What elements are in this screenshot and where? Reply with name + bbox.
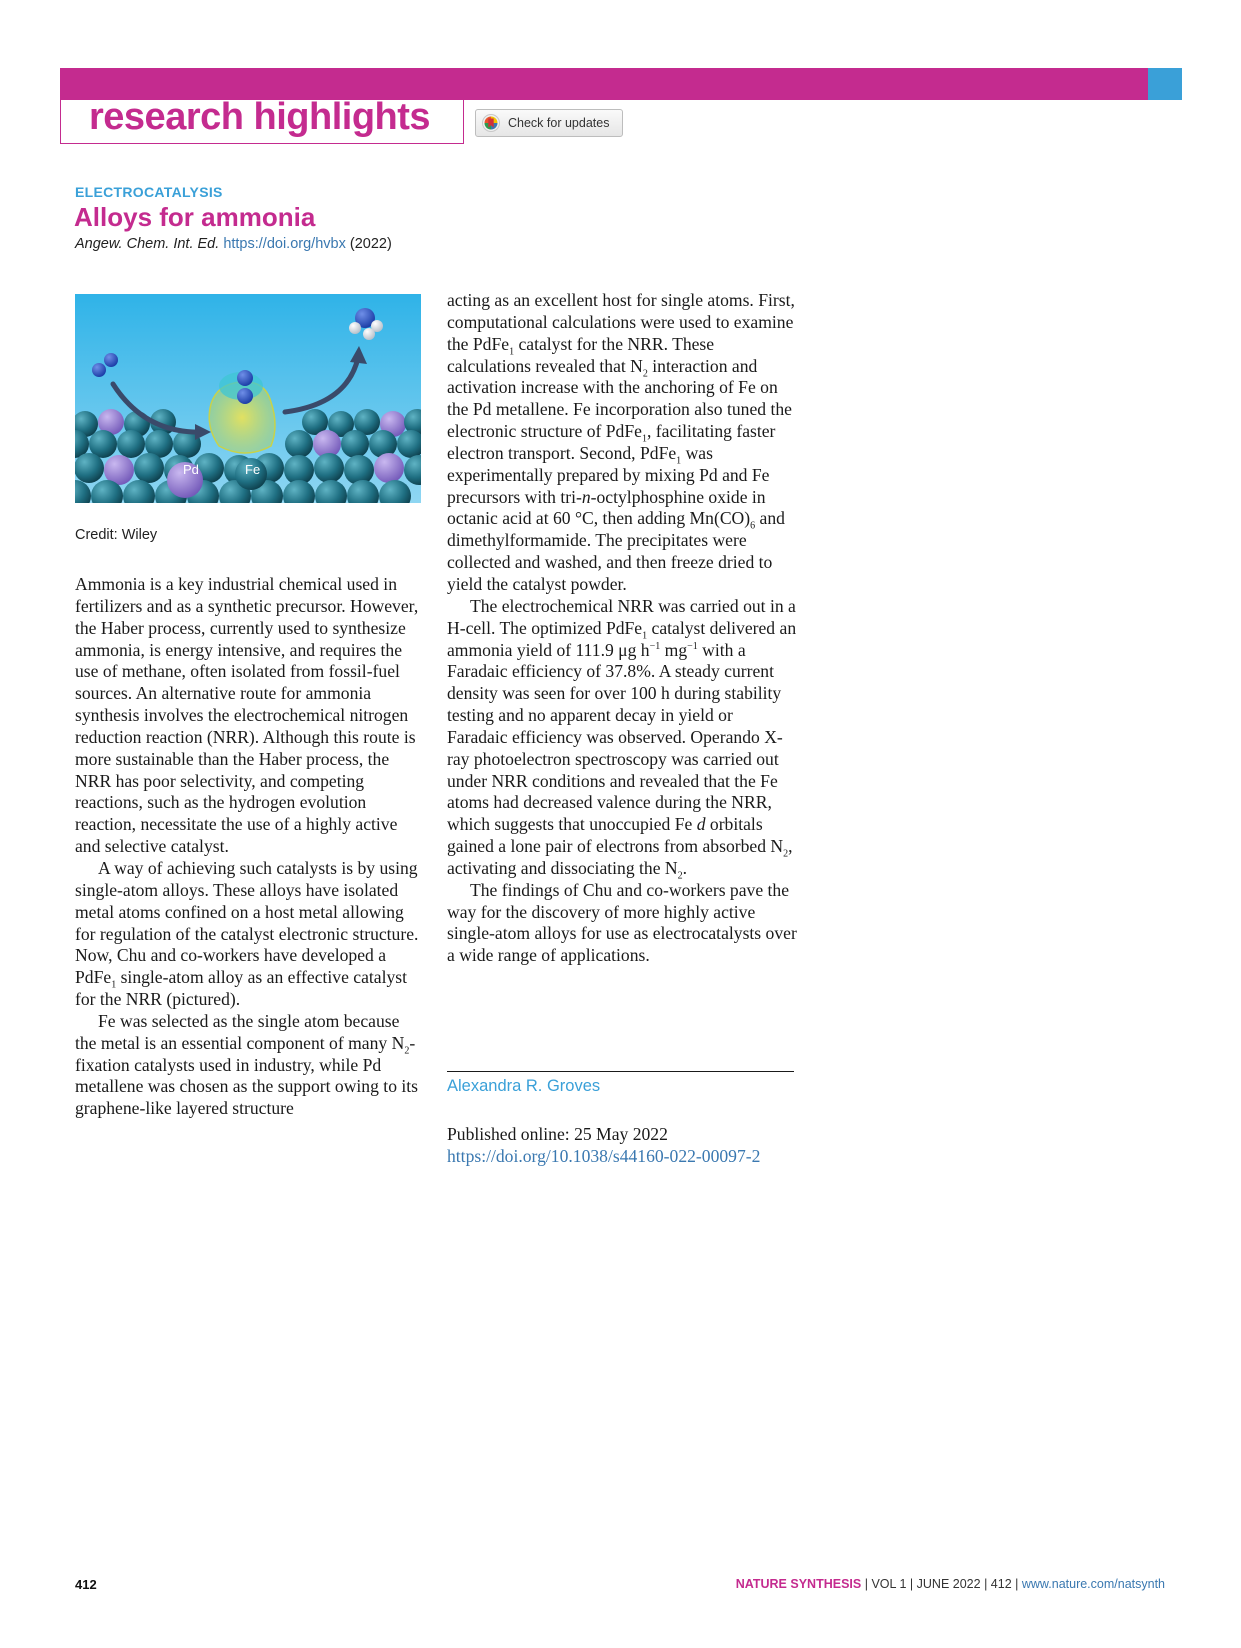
publication-info	[447, 1124, 760, 1168]
section-title: research highlights	[89, 96, 431, 138]
body-paragraph: acting as an excellent host for single atoms. First, computational calculations were used to examine the PdFe$_1$ catalyst for the NRR. These calculations revealed that $N_2$ interaction and activation increase with the anchoring of Fe on the Pd metallene. Fe incorporation also tuned the electronic structure of PdFe$_1$, facilitating faster electron transport. Second, PdFe$_1$ was experimentally prepared by mixing Pd and Fe precursors with tri-n-octylphosphine oxide in octanic acid at 60 °C, then adding $Mn(CO)_6$ and dimethylformamide. The precipitates were collected and washed, and then freeze dried to yield the catalyst powder.	[447, 290, 795, 594]
footer-url[interactable]: www.nature.com/natsynth	[1021, 1577, 1165, 1591]
footer-journal: NATURE SYNTHESIS	[735, 1577, 862, 1591]
published-date: Published online: 25 May 2022	[447, 1124, 668, 1144]
article-figure	[75, 294, 421, 503]
body-paragraph: The findings of Chu and co-workers pave the way for the discovery of more highly active single-atom alloys for use as electrocatalysts over a wide range of applications.	[447, 879, 797, 966]
body-paragraph: A way of achieving such catalysts is by using single-atom alloys. These alloys have isolated metal atoms confined on a host metal allowing for regulation of the catalyst electronic structure. Now, Chu and co-workers have developed a PdFe$_1$ single-atom alloy as an effective catalyst for the NRR (pictured).	[75, 857, 419, 1010]
footer-page: 412	[990, 1577, 1012, 1591]
check-updates-icon	[482, 114, 500, 132]
figure-label-fe: Fe	[245, 462, 261, 477]
section-header	[60, 96, 464, 144]
footer-date: JUNE 2022	[916, 1577, 981, 1591]
author-name: Alexandra R. Groves	[447, 1077, 601, 1095]
author-divider	[447, 1071, 794, 1072]
figure-credit: Credit: Wiley	[75, 527, 158, 543]
check-updates-label: Check for updates	[508, 116, 610, 130]
article-reference	[75, 236, 392, 252]
footer-volume: VOL 1	[871, 1577, 907, 1591]
article-title: Alloys for ammonia	[74, 202, 316, 232]
single-atom-alloy-illustration	[75, 294, 421, 503]
body-paragraph: Ammonia is a key industrial chemical used in fertilizers and as a synthetic precursor. However, the Haber process, currently used to synthesize ammonia, is energy intensive, and requires the use of methane, often isolated from fossil-fuel sources. An alternative route for ammonia synthesis involves the electrochemical nitrogen reduction reaction (NRR). Although this route is more sustainable than the Haber process, the NRR has poor selectivity, and competing reactions, such as the hydrogen evolution reaction, necessitate the use of a highly active and selective catalyst.	[75, 574, 419, 857]
journal-name: Angew. Chem. Int. Ed.	[75, 236, 220, 252]
reference-doi-link[interactable]: https://doi.org/hvbx	[223, 236, 346, 252]
page-number: 412	[75, 1577, 97, 1592]
body-text-left-column	[75, 574, 425, 1120]
check-for-updates-button[interactable]	[475, 109, 623, 137]
page-footer: NATURE SYNTHESIS | VOL 1 | JUNE 2022 | 412 | www.nature.com/natsynth	[735, 1577, 1165, 1591]
article-category: ELECTROCATALYSIS	[75, 184, 223, 200]
body-text-right-column	[447, 290, 797, 967]
figure-label-pd: Pd	[183, 462, 199, 477]
body-paragraph: The electrochemical NRR was carried out in a H-cell. The optimized PdFe$_1$ catalyst delivered an ammonia yield of 111.9 μg $h^{-1}$ $mg^{-1}$ with a Faradaic efficiency of 37.8%. A steady current density was seen for over 100 h during stability testing and no apparent decay in yield or Faradaic efficiency was observed. Operando X-ray photoelectron spectroscopy was carried out under NRR conditions and revealed that the Fe atoms had decreased valence during the NRR, which suggests that unoccupied Fe d orbitals gained a lone pair of electrons from absorbed $N_2$, activating and dissociating the $N_2$.	[447, 595, 797, 882]
article-doi-link[interactable]: https://doi.org/10.1038/s44160-022-00097-2	[447, 1145, 761, 1166]
reference-year: (2022)	[349, 236, 392, 252]
header-color-band-end	[1148, 68, 1182, 100]
body-paragraph: Fe was selected as the single atom because the metal is an essential component of many $N_2$-fixation catalysts used in industry, while Pd metallene was chosen as the support owing to its graphene-like layered structure	[75, 1010, 419, 1119]
